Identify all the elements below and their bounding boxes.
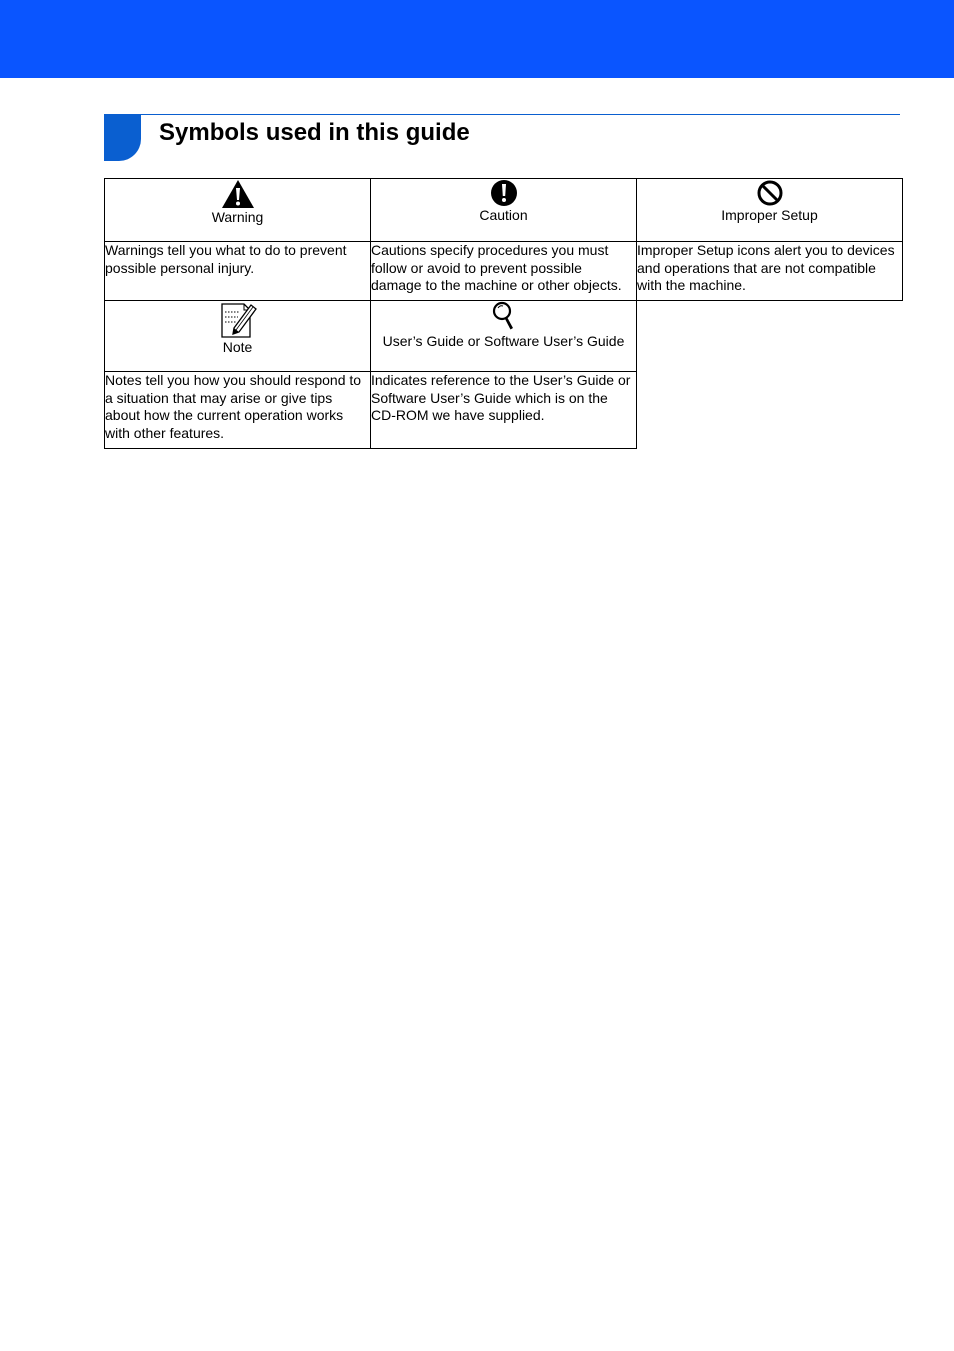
symbol-label: User’s Guide or Software User’s Guide (382, 333, 625, 349)
header-band (0, 0, 954, 78)
magnifier-icon (491, 301, 517, 333)
empty-cell (637, 301, 903, 449)
symbol-description: Warnings tell you what to do to prevent possible personal injury. (105, 242, 371, 301)
caution-icon (490, 179, 518, 207)
symbol-description: Cautions specify procedures you must follow or avoid to prevent possible damage to the machine or other objects. (371, 242, 637, 301)
symbol-cell-users-guide (371, 301, 637, 372)
table-row (105, 301, 903, 372)
symbol-label: Warning (211, 209, 264, 225)
symbols-table (104, 178, 903, 449)
symbol-description: Improper Setup icons alert you to devices and operations that are not compatible with the machine. (637, 242, 903, 301)
warning-icon (221, 179, 255, 209)
symbol-description: Indicates reference to the User’s Guide or Software User’s Guide which is on the CD-ROM we have supplied. (371, 372, 637, 449)
symbol-label: Note (222, 339, 253, 355)
table-row (105, 242, 903, 301)
section-rule (104, 114, 900, 115)
symbol-description: Notes tell you how you should respond to a situation that may arise or give tips about how the current operation works with other features. (105, 372, 371, 449)
prohibited-icon (756, 179, 784, 207)
symbol-cell-caution (371, 179, 637, 242)
section-marker (104, 114, 141, 161)
symbol-cell-improper-setup (637, 179, 903, 242)
symbol-cell-warning (105, 179, 371, 242)
table-row (105, 179, 903, 242)
symbol-cell-note (105, 301, 371, 372)
section-title: Symbols used in this guide (159, 119, 470, 146)
symbol-label: Caution (479, 207, 528, 223)
symbol-label: Improper Setup (721, 207, 818, 223)
note-icon (218, 301, 258, 339)
